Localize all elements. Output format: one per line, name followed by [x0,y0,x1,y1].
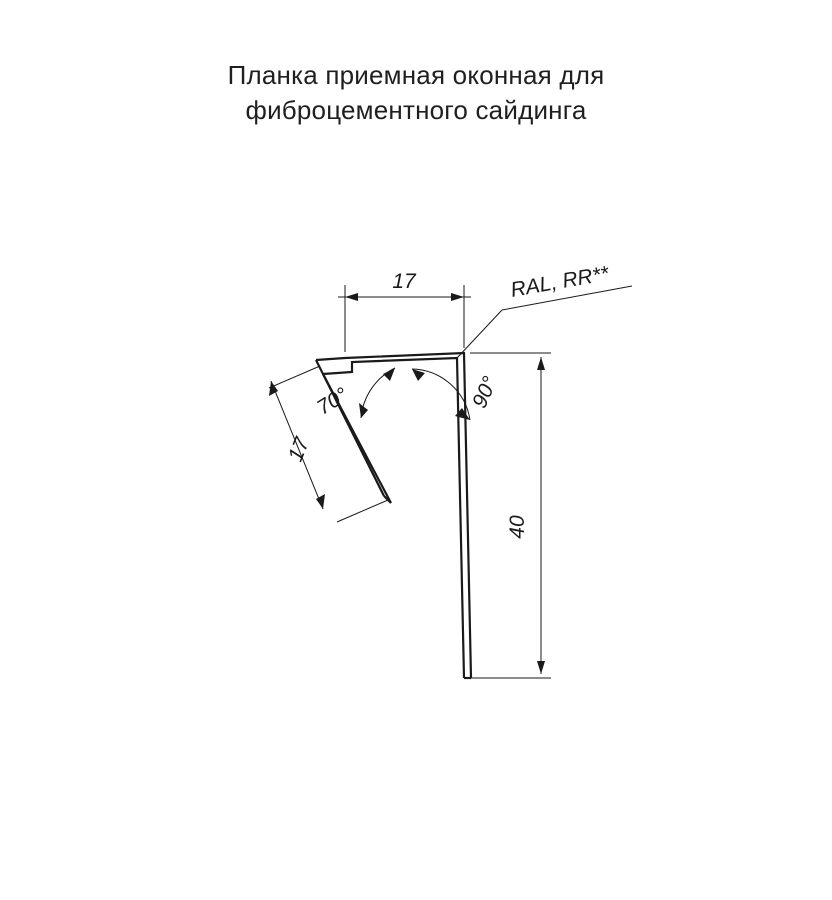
ext-line-upper [269,366,320,388]
arrow-top [537,357,545,370]
dimension-top-width [338,285,471,352]
angle-70-label: 70° [312,383,353,420]
ext-line-lower [337,500,388,522]
coating-label: RAL, RR** [508,262,611,302]
coating-leader [457,286,632,358]
page-title-line-2: фиброцементного сайдинга [245,95,587,125]
angle-90-label: 90° [468,373,503,412]
dimension-height-label: 40 [506,515,529,539]
dimension-flange-length-label: 17 [283,434,315,465]
dimension-top-width-label: 17 [392,270,416,293]
angle-arrow-end [383,368,395,381]
arrow-left [345,293,358,301]
angle-70-marker [359,368,395,418]
arrow-bottom [537,661,545,674]
arrow-right [451,293,464,301]
angle-arrow-start [412,369,425,381]
angle-90-marker [412,369,470,420]
page-title-line-1: Планка приемная оконная для [227,60,605,90]
